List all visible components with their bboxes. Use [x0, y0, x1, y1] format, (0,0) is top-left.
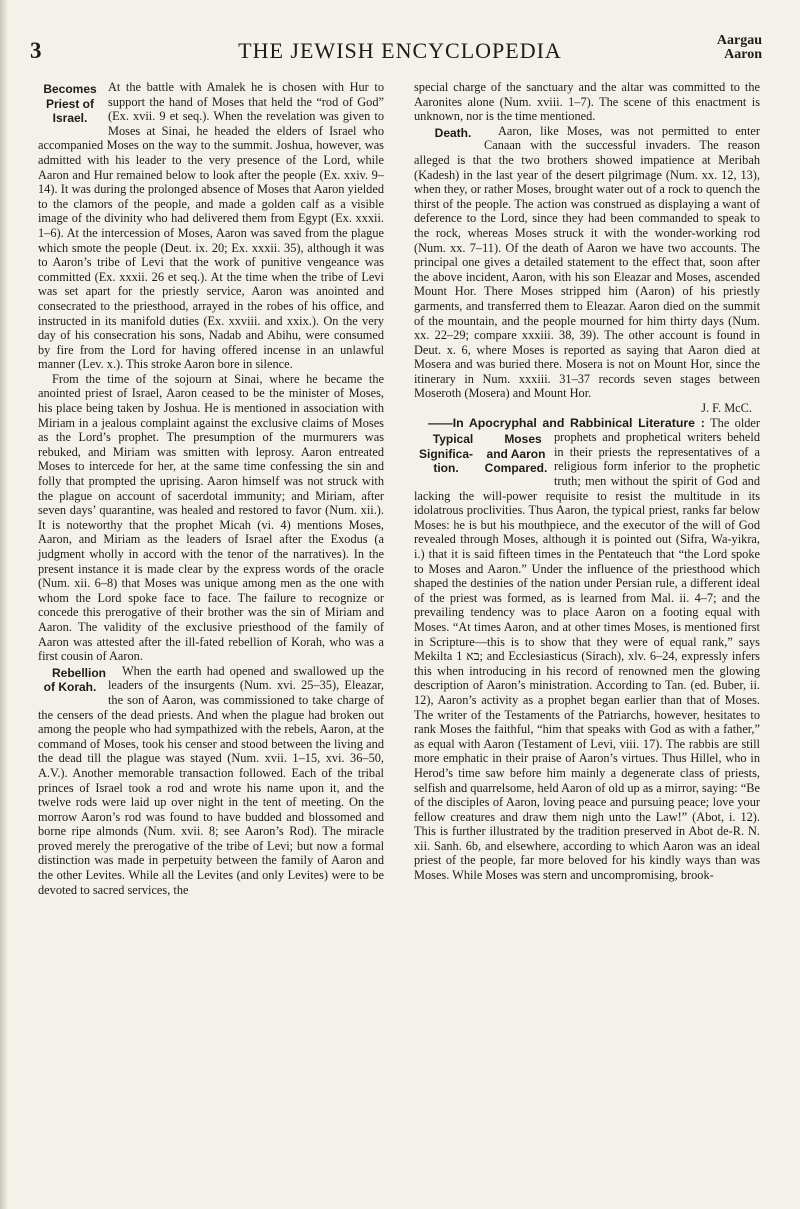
- sidenote-becomes-priest: Becomes Priest of Israel.: [43, 82, 97, 126]
- page-number: 3: [30, 38, 42, 63]
- author-signature: J. F. McC.: [701, 401, 752, 416]
- sidenote-rebellion-korah: Rebellion of Korah.: [43, 665, 107, 695]
- right-paragraph-3: [414, 416, 760, 883]
- running-head-last-word: Aaron: [724, 47, 762, 62]
- page-edge-shadow: [0, 0, 8, 1209]
- left-paragraph-1-text: At the battle with Amalek he is chosen with Hur to support the hand of Moses that held the “rod of God” (Ex. xvii. 9 et seq.). When the revelation was given to Moses at Sinai, he headed the elders of Israel who accompanied Moses on the way to the summit. Joshua, however, was admitted with his leader to the very presence of the Lord, while Aaron and Hur remained below to look after the people (Ex. xxiv. 9–14). It was during the prolonged absence of Moses that Aaron yielded to the clamors of the people, and made a golden calf as a visible image of the divinity who had delivered them from Egypt (Ex. xxxii. 1–6). At the intercession of Moses, Aaron was saved from the plague which smote the people (Deut. ix. 20; Ex. xxxii. 35), although it was to Aaron’s tribe of Levi that the work of punitive vengeance was committed (Ex. xxxii. 26 et seq.). At the time when the tribe of Levi was set apart for the priestly service, Aaron was anointed and consecrated to the priesthood, arrayed in the robes of his office, and instructed in its manifold duties (Ex. xxviii. and xxix.). On the very day of his consecration his sons, Nadab and Abihu, were consumed by fire from the Lord for having offered incense in an unlawful manner (Lev. x.). This stroke Aaron bore in silence.: [38, 80, 384, 372]
- left-paragraph-1: [38, 80, 384, 372]
- left-column: [38, 80, 384, 897]
- right-paragraph-2: [414, 124, 760, 401]
- left-paragraph-3: [38, 664, 384, 898]
- left-paragraph-2: [38, 372, 384, 664]
- right-paragraph-3-text: The older prophets and prophetical writers beheld in their priests the representatives of a religious form inferior to the prophetic truth; men without the spirit of God and lacking the will-power requisite to resist the multitude in its idolatrous proclivities. Thus Aaron, the typical priest, ranks far below Moses: he is but his mouthpiece, and the executor of the will of God revealed through Moses, although it is pointed out (Sifra, Wa-yikra, i.) that it is said fifteen times in the Pentateuch that “the Lord spoke to Moses and Aaron.” Under the influence of the priesthood which shaped the destinies of the nation under Persian rule, a different ideal of the priest was formed, as is learned from Mal. ii. 4–7; and the prevailing tendency was to place Aaron on a footing equal with Moses. “At times Aaron, and at other times Moses, is mentioned first in Scripture—this is to show that they were of equal rank,” says Mekilta בא 1; and Ecclesiasticus (Sirach), xlv. 6–24, expressly infers this when introducing in his record of renowned men the glowing description of Aaron’s ministration. According to Tan. (ed. Buber, ii. 12), Aaron’s activity as a prophet began earlier than that of Moses. The writer of the Testaments of the Patriarchs, however, hesitates to rank Moses the faithful, “him that speaks with God as with a father,” as equal with Aaron (Testament of Levi, viii. 17). The rabbis are still more emphatic in their praise of Aaron’s virtues. Thus Hillel, who in Herod’s time saw before him mainly a degenerate class of priests, selfish and quarrelsome, held Aaron of old up as a mirror, saying: “Be of the disciples of Aaron, loving peace and pursuing peace; love your fellow creatures and draw them nigh unto the Law!” (Abot, i. 12). This is further illustrated by the tradition preserved in Abot de-R. N. xii. Sanh. 6b, and elsewhere, according to which Aaron was an ideal priest of the people, far more beloved for his kindly ways than was Moses. While Moses was stern and uncompromising, brook-: [414, 415, 761, 883]
- right-paragraph-1: special charge of the sanctuary and the altar was committed to the Aaronites alone (Num. xviii. 1–7). The scene of this enactment is unknown, nor is the time mentioned.: [414, 80, 760, 124]
- page-title: THE JEWISH ENCYCLOPEDIA: [238, 38, 562, 63]
- sidenote-death: Death.: [434, 125, 472, 140]
- left-paragraph-2-text: From the time of the sojourn at Sinai, where he became the anointed priest of Israel, Aaron ceased to be the minister of Moses, his place being taken by Joshua. He is mentioned in association with Miriam in a jealous complaint against the exclusive claims of Moses as the Lord’s prophet. The presumption of the murmurers was rebuked, and Miriam was smitten with leprosy. Aaron entreated Moses to intercede for her, at the same time confessing the sin and folly that prompted the uprising. Aaron himself was not struck with the plague on account of sacerdotal immunity; and Miriam, after seven days’ quarantine, was healed and restored to favor (Num. xii.). It is noteworthy that the prophet Micah (vi. 4) mentions Moses, Aaron, and Miriam as the leaders of Israel after the Exodus (a judgment wholly in accord with the tenor of the narratives). In the present instance it is made clear by the express words of the oracle (Num. xii. 6–8) that Moses was unique among men as the one with whom the Lord spoke face to face. The failure to recognize or concede this prerogative of their brother was the sin of Miriam and Aaron. The validity of the exclusive priesthood of the family of Aaron was attested after the ill-fated rebellion of Korah, who was a first cousin of Aaron.: [38, 371, 384, 664]
- sidenote-moses-aaron-compared: Moses and Aaron Compared.: [484, 432, 548, 476]
- running-head: [717, 34, 762, 62]
- running-head-first-word: Aargau: [716, 33, 762, 48]
- sidenote-typical-signification: Typical Significa- tion.: [418, 432, 474, 476]
- section-subheading: ——In Apocryphal and Rabbinical Literature :: [428, 415, 705, 430]
- right-paragraph-2-text: Aaron, like Moses, was not permitted to enter Canaan with the successful invaders. The reason alleged is that the two brothers showed impatience at Meribah (Kadesh) in the last year of the desert pilgrimage (Num. xx. 12, 13), when they, or rather Moses, brought water out of a rock to quench the thirst of the people. The action was construed as displaying a want of deference to the Lord, since they had been commanded to speak to the rock, whereas Moses struck it with the wonder-working rod (Num. xx. 7–11). Of the death of Aaron we have two accounts. The principal one gives a detailed statement to the effect that, soon after the above incident, Aaron, with his son Eleazar and Moses, ascended Mount Hor. There Moses stripped him (Aaron) of his priestly garments, and transferred them to Eleazar. Aaron died on the summit of the mountain, and the people mourned for him thirty days (Num. xx. 22–29; compare xxxiii. 38, 39). The other account is found in Deut. x. 6, where Moses is reported as saying that Aaron died at Mosera and was buried there. Mosera is not on Mount Hor, since the itinerary in Num. xxxiii. 31–37 records seven stages between Moseroth (Mosera) and Mount Hor.: [414, 123, 760, 401]
- left-paragraph-3-text: When the earth had opened and swallowed up the leaders of the insurgents (Num. xvi. 25–35), Eleazar, the son of Aaron, was commissioned to take charge of the censers of the dead priests. And when the plague had broken out among the people who had sympathized with the rebels, Aaron, at the command of Moses, took his censer and stood between the living and the dead till the plague was stayed (Num. xvii. 1–15, xvi. 36–50, A.V.). Another memorable transaction followed. Each of the tribal princes of Israel took a rod and wrote his name upon it, and the twelve rods were laid up over night in the tent of meeting. On the morrow Aaron’s rod was found to have budded and blossomed and borne ripe almonds (Num. xvii. 8; see Aaron’s Rod). The miracle proved merely the prerogative of the tribe of Levi; but now a formal distinction was made in perpetuity between the family of Aaron and the other Levites. While all the Levites (and only Levites) were to be devoted to sacred services, the: [38, 663, 384, 897]
- right-column: [414, 80, 760, 883]
